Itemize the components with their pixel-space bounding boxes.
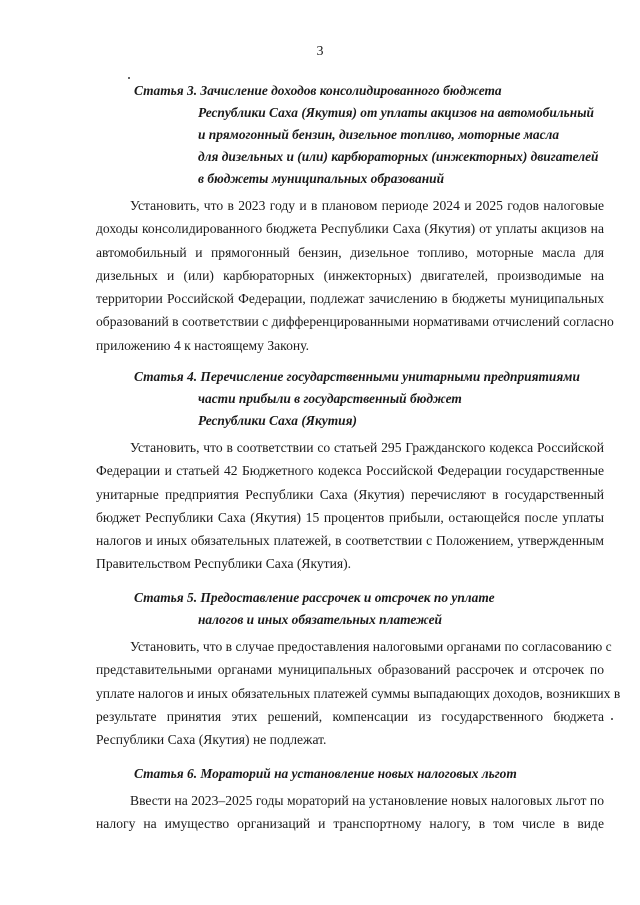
body-line: территории Российской Федерации, подлежат зачислению в бюджеты муниципальных xyxy=(96,291,604,307)
body-line: Установить, что в соответствии со статьей 295 Гражданского кодекса Российской xyxy=(130,440,604,455)
article-6 xyxy=(96,763,604,836)
article-3-body xyxy=(96,194,614,357)
body-line: доходы консолидированного бюджета Республики Саха (Якутия) от уплаты акцизов на xyxy=(96,221,604,237)
body-line: Ввести на 2023–2025 годы мораторий на установление новых налоговых льгот по xyxy=(130,793,604,808)
article-title-line: Статья 6. Мораторий на установление новых налоговых льгот xyxy=(134,766,517,781)
article-5-title xyxy=(96,587,604,631)
body-line: налогов и иных обязательных платежей, в соответствии с Положением, утвержденным xyxy=(96,533,604,549)
article-4 xyxy=(96,366,604,576)
body-line: образований в соответствии с дифференцированными нормативами отчислений согласно xyxy=(96,314,614,330)
body-line: Установить, что в 2023 году и в плановом периоде 2024 и 2025 годов налоговые xyxy=(130,198,604,213)
article-title-line: налогов и иных обязательных платежей xyxy=(198,612,442,627)
scan-speck xyxy=(611,718,613,720)
article-title-line: Республики Саха (Якутия) xyxy=(198,413,357,428)
article-4-title xyxy=(96,366,604,432)
article-title-line: в бюджеты муниципальных образований xyxy=(198,171,445,186)
body-line: представительными органами муниципальных образований рассрочек и отсрочек по xyxy=(96,662,604,678)
article-3-title xyxy=(96,80,604,190)
article-title-line: Статья 3. Зачисление доходов консолидированного бюджета xyxy=(134,83,502,98)
page-number: 3 xyxy=(316,44,324,59)
article-title-line: части прибыли в государственный бюджет xyxy=(198,391,462,406)
article-3 xyxy=(96,80,614,357)
body-line: Республики Саха (Якутия) не подлежат. xyxy=(96,732,327,748)
body-line: уплате налогов и иных обязательных платежей суммы выпадающих доходов, возникших в xyxy=(96,685,621,701)
article-title-line: Статья 5. Предоставление рассрочек и отсрочек по уплате xyxy=(134,590,495,605)
body-line: налогу на имущество организаций и транспортному налогу, в том числе в виде xyxy=(96,816,604,832)
article-title-line: Республики Саха (Якутия) от уплаты акцизов на автомобильный xyxy=(198,105,594,120)
article-title-line: Статья 4. Перечисление государственными унитарными предприятиями xyxy=(134,369,580,384)
body-line: бюджет Республики Саха (Якутия) 15 процентов прибыли, остающейся после уплаты xyxy=(96,509,604,525)
scan-speck xyxy=(128,77,130,79)
article-5 xyxy=(96,587,621,751)
body-line: Установить, что в случае предоставления налоговыми органами по согласованию с xyxy=(130,639,612,654)
article-6-body xyxy=(96,789,604,836)
body-line: результате принятия этих решений, компенсации из государственного бюджета xyxy=(96,708,604,724)
body-line: Правительством Республики Саха (Якутия). xyxy=(96,556,352,572)
body-line: дизельных и (или) карбюраторных (инжекторных) двигателей, производимые на xyxy=(96,267,604,283)
body-line: автомобильный и прямогонный бензин, дизельное топливо, моторные масла для xyxy=(96,244,604,260)
body-line: Федерации и статьей 42 Бюджетного кодекса Российской Федерации государственные xyxy=(96,463,604,479)
article-4-body xyxy=(96,436,604,576)
article-title-line: для дизельных и (или) карбюраторных (инжекторных) двигателей xyxy=(198,149,599,164)
article-5-body xyxy=(96,635,621,751)
article-title-line: и прямогонный бензин, дизельное топливо, моторные масла xyxy=(198,127,560,142)
body-line: приложению 4 к настоящему Закону. xyxy=(96,337,309,353)
body-line: унитарные предприятия Республики Саха (Якутия) перечисляют в государственный xyxy=(96,486,604,502)
article-6-title xyxy=(96,763,604,785)
